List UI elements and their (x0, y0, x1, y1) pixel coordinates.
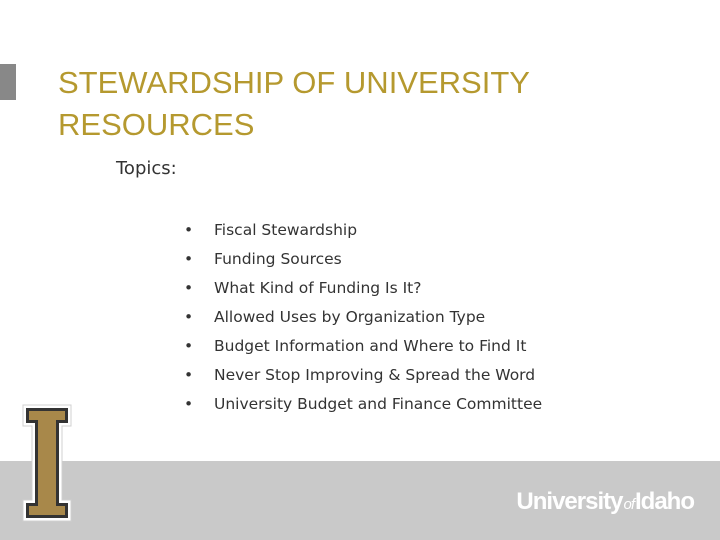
title-accent-bar (0, 64, 16, 100)
topics-heading: Topics: (116, 158, 177, 179)
bullet-icon: • (184, 395, 194, 413)
bullet-icon: • (184, 337, 194, 355)
slide-title: STEWARDSHIP OF UNIVERSITY RESOURCES (58, 65, 530, 142)
bullet-icon: • (184, 279, 194, 297)
university-idaho-i-logo-icon (22, 404, 72, 522)
university-of-idaho-wordmark: UniversityofIdaho (516, 488, 694, 515)
bullet-icon: • (184, 308, 194, 326)
bullet-icon: • (184, 250, 194, 268)
bullet-icon: • (184, 366, 194, 384)
bullet-icon: • (184, 221, 194, 239)
